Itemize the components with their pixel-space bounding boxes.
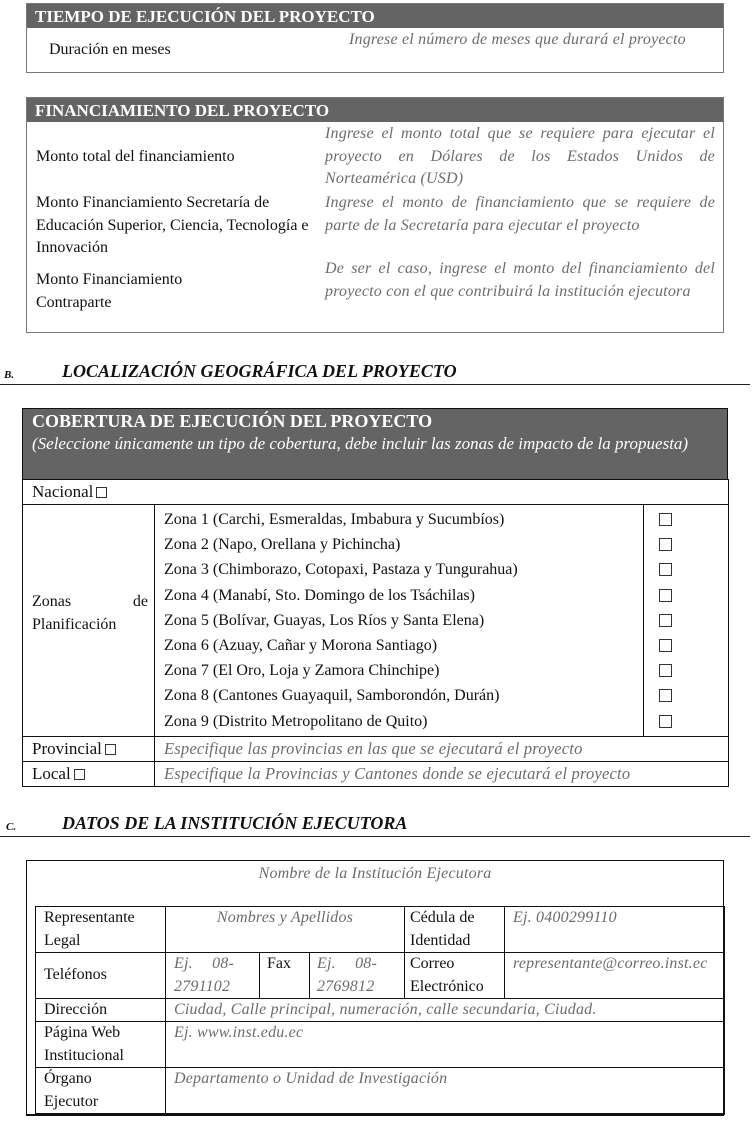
provincial-field[interactable]: Especifique las provincias en las que se ejecutará el proyecto: [164, 738, 583, 758]
zona-checkbox[interactable]: [659, 715, 672, 728]
section-c-title: DATOS DE LA INSTITUCIÓN EJECUTORA: [62, 813, 408, 833]
monto-contraparte-label: Monto Financiamiento Contraparte: [36, 271, 183, 311]
local-option[interactable]: [23, 762, 154, 786]
nacional-label: Nacional: [32, 482, 94, 501]
section-b-letter: B.: [4, 369, 15, 381]
institucion-table: [35, 906, 725, 1115]
monto-secretaria-label: Monto Financiamiento Secretaría de Educación Superior, Ciencia, Tecnología e Innovación: [36, 194, 309, 256]
correo-label: Correo Electrónico: [410, 955, 484, 995]
organo-label: Órgano Ejecutor: [44, 1070, 99, 1110]
duracion-field[interactable]: Ingrese el número de meses que durará el proyecto: [349, 31, 686, 48]
provincial-label: Provincial: [32, 738, 102, 758]
zonas-label: Zonas de Planificación: [32, 593, 148, 634]
cedula-field[interactable]: Ej. 0400299110: [513, 909, 617, 926]
cobertura-title: COBERTURA DE EJECUCIÓN DEL PROYECTO: [32, 411, 433, 431]
direccion-field[interactable]: Ciudad, Calle principal, numeración, calle secundaria, Ciudad.: [174, 1001, 597, 1018]
cobertura-table: [22, 408, 728, 787]
cobertura-header: [22, 408, 728, 479]
cedula-label: Cédula de Identidad: [410, 909, 475, 949]
zona-checkbox-row: [644, 583, 728, 608]
section-c-letter: C.: [6, 821, 17, 833]
zona-checkbox-row: [644, 633, 728, 658]
tiempo-table: [26, 3, 724, 73]
zona-checkbox[interactable]: [659, 664, 672, 677]
telefonos-field[interactable]: Ej. 08-2791102: [174, 955, 234, 995]
zonas-checkboxes: [644, 505, 729, 737]
duracion-label: Duración en meses: [49, 41, 171, 58]
zona-item: Zona 5 (Bolívar, Guayas, Los Ríos y Santa Elena): [164, 611, 485, 629]
fax-field[interactable]: Ej. 08-2769812: [317, 955, 377, 995]
zona-checkbox-row: [644, 658, 728, 683]
zona-checkbox[interactable]: [659, 589, 672, 602]
zona-item: Zona 8 (Cantones Guayaquil, Samborondón, Durán): [164, 687, 500, 705]
web-field[interactable]: Ej. www.inst.edu.ec: [174, 1024, 304, 1041]
zona-checkbox[interactable]: [659, 614, 672, 627]
cobertura-subtitle: (Seleccione únicamente un tipo de cobertura, debe incluir las zonas de impacto de la propuesta): [32, 434, 689, 453]
zona-item: Zona 4 (Manabí, Sto. Domingo de los Tsáchilas): [164, 586, 475, 604]
zona-checkbox-row: [644, 507, 728, 532]
zona-checkbox[interactable]: [659, 639, 672, 652]
zona-checkbox-row: [644, 532, 728, 557]
zona-checkbox[interactable]: [659, 513, 672, 526]
monto-total-label: Monto total del financiamiento: [36, 148, 235, 165]
section-c-rule: [0, 836, 750, 837]
nacional-checkbox[interactable]: [96, 487, 107, 498]
representante-field[interactable]: Nombres y Apellidos: [216, 909, 354, 926]
section-b-title: LOCALIZACIÓN GEOGRÁFICA DEL PROYECTO: [62, 361, 457, 381]
telefonos-label: Teléfonos: [44, 966, 107, 984]
provincial-checkbox[interactable]: [105, 744, 116, 755]
local-label: Local: [32, 763, 71, 783]
zona-checkbox[interactable]: [659, 538, 672, 551]
zona-item: Zona 6 (Azuay, Cañar y Morona Santiago): [164, 636, 438, 654]
zona-item: Zona 9 (Distrito Metropolitano de Quito): [164, 712, 428, 730]
web-label: Página Web Institucional: [44, 1024, 124, 1064]
zona-checkbox-row: [644, 608, 728, 633]
nacional-option[interactable]: [23, 480, 728, 504]
financiamiento-header: FINANCIAMIENTO DEL PROYECTO: [27, 98, 723, 122]
local-field[interactable]: Especifique la Provincias y Cantones donde se ejecutará el proyecto: [164, 763, 631, 783]
organo-field[interactable]: Departamento o Unidad de Investigación: [174, 1070, 448, 1087]
monto-total-field[interactable]: Ingrese el monto total que se requiere para ejecutar el proyecto en Dólares de los Estados Unidos de Norteamérica (USD): [325, 125, 715, 187]
zona-checkbox-row: [644, 683, 728, 708]
section-b-rule: [0, 384, 750, 385]
financiamiento-table: [26, 97, 724, 333]
local-checkbox[interactable]: [74, 769, 85, 780]
direccion-label: Dirección: [44, 1001, 108, 1018]
zona-item: Zona 3 (Chimborazo, Cotopaxi, Pastaza y Tungurahua): [164, 561, 518, 579]
zona-checkbox-row: [644, 557, 728, 582]
tiempo-header: TIEMPO DE EJECUCIÓN DEL PROYECTO: [27, 4, 723, 28]
zonas-list: [155, 505, 644, 737]
zona-item: Zona 2 (Napo, Orellana y Pichincha): [164, 536, 401, 554]
zona-item: Zona 7 (El Oro, Loja y Zamora Chinchipe): [164, 662, 440, 680]
monto-contraparte-field[interactable]: De ser el caso, ingrese el monto del financiamiento del proyecto con el que contribuirá la institución ejecutora: [325, 260, 715, 300]
provincial-option[interactable]: [23, 737, 154, 761]
zona-checkbox[interactable]: [659, 563, 672, 576]
fax-label: Fax: [267, 955, 291, 972]
correo-field[interactable]: representante@correo.inst.ec: [513, 955, 708, 972]
zona-checkbox[interactable]: [659, 689, 672, 702]
zona-item: Zona 1 (Carchi, Esmeraldas, Imbabura y Sucumbíos): [164, 511, 505, 528]
zona-checkbox-row: [644, 709, 728, 734]
representante-label: Representante Legal: [44, 909, 135, 949]
institucion-nombre-field[interactable]: Nombre de la Institución Ejecutora: [258, 865, 492, 882]
monto-secretaria-field[interactable]: Ingrese el monto de financiamiento que se requiere de parte de la Secretaría para ejecutar el proyecto: [325, 194, 715, 234]
